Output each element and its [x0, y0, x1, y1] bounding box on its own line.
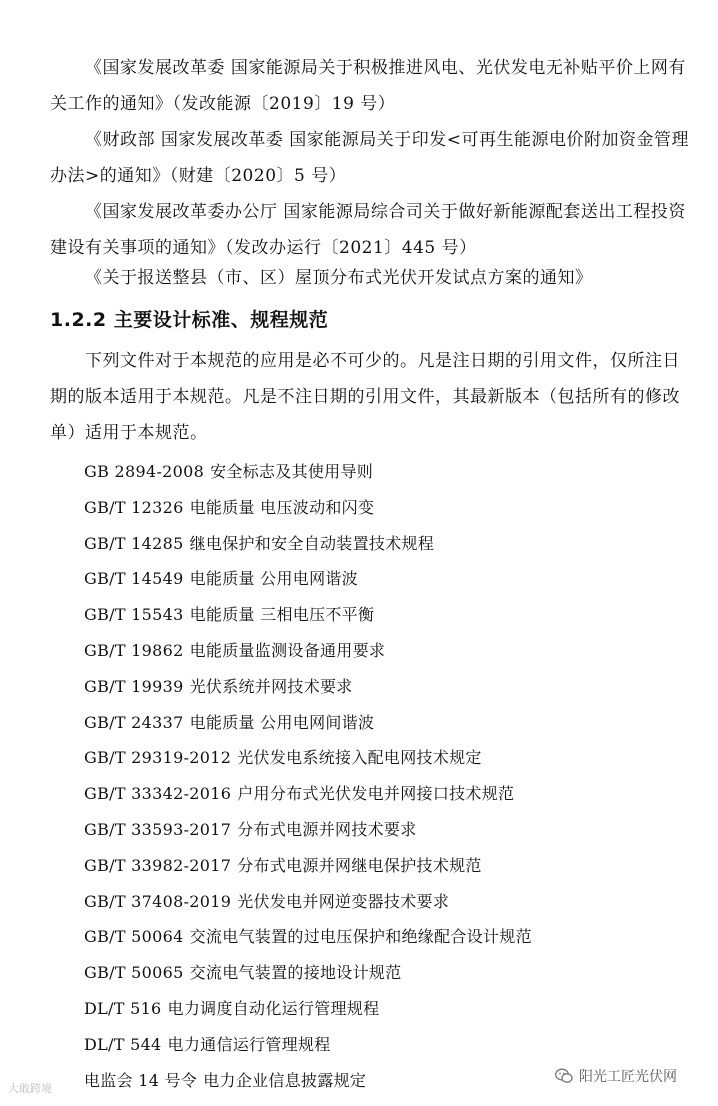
watermark-left	[8, 1080, 52, 1096]
watermark-left-text: 大敢跨境	[8, 1082, 52, 1095]
standard-code: GB/T 50064	[84, 927, 184, 947]
standard-title: 光伏发电并网逆变器技术要求	[237, 891, 450, 911]
watermark-right-text: 阳光工匠光伏网	[579, 1069, 677, 1085]
standard-code: GB/T 33342-2016	[84, 784, 232, 804]
standard-title: 继电保护和安全自动装置技术规程	[189, 533, 435, 553]
standard-item	[84, 561, 532, 597]
standard-title: 户用分布式光伏发电并网接口技术规范	[237, 784, 515, 804]
standard-title: 交流电气装置的过电压保护和绝缘配合设计规范	[189, 927, 532, 947]
section-heading: 1.2.2 主要设计标准、规程规范	[50, 309, 329, 331]
standard-item	[84, 955, 532, 991]
standard-item	[84, 812, 532, 848]
standard-item	[84, 1027, 532, 1063]
standard-item	[84, 991, 532, 1027]
reference-paragraph-4: 《关于报送整县（市、区）屋顶分布式光伏开发试点方案的通知》	[85, 268, 593, 288]
standard-title: 电能质量 三相电压不平衡	[189, 605, 375, 625]
standard-title: 交流电气装置的接地设计规范	[189, 963, 402, 983]
standard-item	[84, 919, 532, 955]
standard-code: GB/T 19862	[84, 640, 184, 660]
standards-list	[84, 454, 532, 1098]
standard-title: 电能质量 公用电网间谐波	[189, 712, 375, 732]
standard-item	[84, 705, 532, 741]
standard-title: 电能质量 电压波动和闪变	[189, 497, 375, 517]
standard-title: 分布式电源并网技术要求	[237, 819, 417, 839]
standard-item	[84, 740, 532, 776]
standard-title: 光伏发电系统接入配电网技术规定	[237, 748, 482, 768]
standard-item	[84, 454, 532, 490]
standard-code: GB/T 24337	[84, 712, 184, 732]
standard-item	[84, 884, 532, 920]
standard-item	[84, 848, 532, 884]
watermark-right	[555, 1066, 677, 1086]
standard-code: GB/T 19939	[84, 676, 184, 696]
standard-code: GB/T 33982-2017	[84, 855, 232, 875]
reference-paragraph-2: 《财政部 国家发展改革委 国家能源局关于印发<可再生能源电价附加资金管理办法>的通知》（财建〔2020〕5 号）	[50, 130, 690, 186]
standard-code: GB/T 15543	[84, 605, 184, 625]
standard-title: 分布式电源并网继电保护技术规范	[237, 855, 482, 875]
standard-title: 电能质量 公用电网谐波	[189, 569, 358, 589]
standard-title: 电力通信运行管理规程	[167, 1034, 331, 1054]
standard-code: GB/T 14549	[84, 569, 184, 589]
standard-item	[84, 526, 532, 562]
reference-paragraph-1: 《国家发展改革委 国家能源局关于积极推进风电、光伏发电无补贴平价上网有关工作的通知》（发改能源〔2019〕19 号）	[50, 58, 686, 114]
standard-item	[84, 597, 532, 633]
wechat-icon	[555, 1068, 573, 1084]
section-intro: 下列文件对于本规范的应用是必不可少的。凡是注日期的引用文件，仅所注日期的版本适用于本规范。凡是不注日期的引用文件，其最新版本（包括所有的修改单）适用于本规范。	[50, 351, 680, 443]
standard-code: DL/T 544	[84, 1034, 162, 1054]
standard-item	[84, 1063, 532, 1099]
standard-item	[84, 633, 532, 669]
standard-code: DL/T 516	[84, 998, 162, 1018]
standard-code: GB/T 29319-2012	[84, 748, 232, 768]
standard-item	[84, 490, 532, 526]
standard-code: GB 2894-2008	[84, 462, 205, 481]
standard-code: GB/T 37408-2019	[84, 891, 232, 911]
standard-code: GB/T 33593-2017	[84, 819, 232, 839]
standard-title: 安全标志及其使用导则	[210, 462, 374, 481]
standard-title: 电力企业信息披露规定	[203, 1070, 367, 1090]
standard-code: GB/T 14285	[84, 533, 184, 553]
standard-code: 电监会 14 号令	[84, 1070, 198, 1090]
standard-title: 电力调度自动化运行管理规程	[167, 998, 380, 1018]
standard-title: 光伏系统并网技术要求	[189, 676, 353, 696]
reference-paragraph-3: 《国家发展改革委办公厅 国家能源局综合司关于做好新能源配套送出工程投资建设有关事项的通知》（发改办运行〔2021〕445 号）	[50, 202, 686, 258]
standard-item	[84, 669, 532, 705]
standard-item	[84, 776, 532, 812]
standard-code: GB/T 50065	[84, 963, 184, 983]
standard-title: 电能质量监测设备通用要求	[189, 640, 386, 660]
standard-code: GB/T 12326	[84, 497, 184, 517]
